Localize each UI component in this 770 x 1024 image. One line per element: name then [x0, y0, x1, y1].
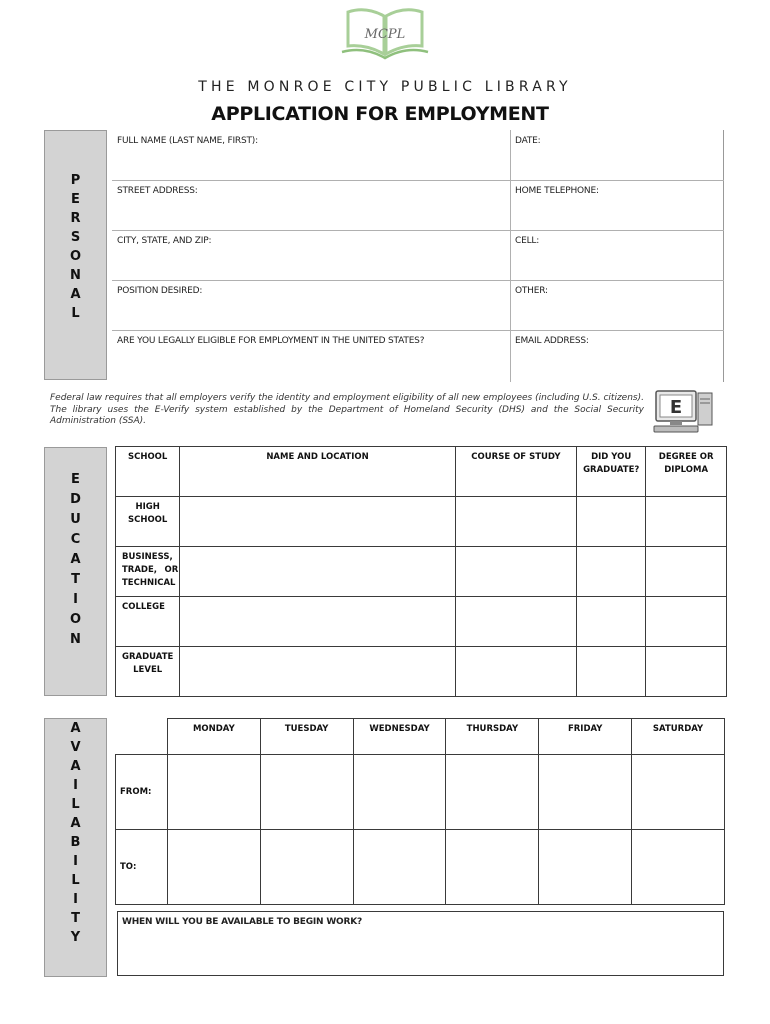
availability-letter: A [70, 759, 81, 774]
personal-info-table [112, 130, 724, 382]
from-thursday-cell[interactable] [446, 755, 539, 830]
education-letter: N [70, 632, 81, 647]
day-friday: FRIDAY [539, 719, 632, 755]
to-thursday-cell[interactable] [446, 830, 539, 905]
education-letter: C [70, 532, 81, 547]
education-section-label [44, 447, 107, 696]
graduate-cell[interactable] [577, 597, 646, 647]
education-table [115, 446, 727, 697]
to-friday-cell[interactable] [539, 830, 632, 905]
availability-letter: I [73, 854, 78, 869]
everify-computer-icon [652, 389, 716, 435]
eligibility-field[interactable]: ARE YOU LEGALLY ELIGIBLE FOR EMPLOYMENT IN THE UNITED STATES? [117, 336, 425, 346]
row-business-trade: BUSINESS, TRADE, OR TECHNICAL [116, 547, 180, 597]
table-row [116, 547, 727, 597]
home-telephone-field[interactable]: HOME TELEPHONE: [515, 186, 599, 196]
logo-text: MCPL [364, 27, 406, 42]
personal-row [112, 180, 724, 230]
personal-letter: S [70, 230, 81, 245]
availability-letter: L [71, 797, 80, 812]
table-row [116, 647, 727, 697]
availability-section-label [44, 718, 107, 977]
personal-letter: N [70, 268, 81, 283]
availability-letter: I [73, 892, 78, 907]
row-from: FROM: [116, 755, 168, 830]
personal-row [112, 130, 724, 180]
education-letter: E [71, 472, 80, 487]
day-thursday: THURSDAY [446, 719, 539, 755]
course-cell[interactable] [455, 547, 576, 597]
education-letter: I [73, 592, 78, 607]
graduate-cell[interactable] [577, 547, 646, 597]
full-name-field[interactable]: FULL NAME (LAST NAME, FIRST): [117, 136, 258, 146]
form-title: APPLICATION FOR EMPLOYMENT [211, 103, 549, 125]
date-field[interactable]: DATE: [515, 136, 541, 146]
day-monday: MONDAY [167, 719, 260, 755]
library-logo-icon [340, 2, 430, 62]
cell-field[interactable]: CELL: [515, 236, 540, 246]
position-desired-field[interactable]: POSITION DESIRED: [117, 286, 203, 296]
to-monday-cell[interactable] [167, 830, 260, 905]
street-address-field[interactable]: STREET ADDRESS: [117, 186, 198, 196]
personal-letter: R [70, 211, 81, 226]
header-school: SCHOOL [116, 447, 180, 497]
from-saturday-cell[interactable] [632, 755, 725, 830]
graduate-cell[interactable] [577, 497, 646, 547]
education-letter: A [70, 552, 81, 567]
row-graduate-level: GRADUATE LEVEL [116, 647, 180, 697]
personal-letter: E [71, 192, 80, 207]
header-course-of-study: COURSE OF STUDY [455, 447, 576, 497]
availability-header-row [116, 719, 725, 755]
day-tuesday: TUESDAY [260, 719, 353, 755]
from-monday-cell[interactable] [167, 755, 260, 830]
start-date-field[interactable] [117, 911, 724, 976]
personal-row [112, 280, 724, 330]
personal-row [112, 230, 724, 280]
availability-letter: L [71, 873, 80, 888]
education-header-row [116, 447, 727, 497]
availability-letter: V [70, 740, 81, 755]
row-to: TO: [116, 830, 168, 905]
corner-cell [116, 719, 168, 755]
education-letter: U [70, 512, 81, 527]
personal-row [112, 330, 724, 382]
name-location-cell[interactable] [180, 597, 455, 647]
table-row [116, 755, 725, 830]
from-wednesday-cell[interactable] [353, 755, 446, 830]
everify-notice: Federal law requires that all employers verify the identity and employment eligibility of all new employees (including U.S. citizens). The library uses the E-Verify system established by the Department of Homeland Security (DHS) and the Social Security Administration (SSA). [50, 393, 644, 427]
availability-letter: I [73, 778, 78, 793]
email-address-field[interactable]: EMAIL ADDRESS: [515, 336, 589, 346]
table-row [116, 497, 727, 547]
personal-section-label [44, 130, 107, 380]
availability-letter: A [70, 816, 81, 831]
to-wednesday-cell[interactable] [353, 830, 446, 905]
availability-letter: A [70, 721, 81, 736]
name-location-cell[interactable] [180, 647, 455, 697]
from-tuesday-cell[interactable] [260, 755, 353, 830]
education-letter: D [70, 492, 81, 507]
name-location-cell[interactable] [180, 497, 455, 547]
availability-letter: Y [70, 930, 81, 945]
row-college: COLLEGE [116, 597, 180, 647]
education-letter: O [69, 612, 82, 627]
everify-letter: E [669, 397, 683, 418]
availability-letter: B [70, 835, 81, 850]
degree-cell[interactable] [646, 647, 727, 697]
day-wednesday: WEDNESDAY [353, 719, 446, 755]
course-cell[interactable] [455, 497, 576, 547]
header-name-location: NAME AND LOCATION [180, 447, 455, 497]
personal-letter: L [71, 306, 80, 321]
table-row [116, 830, 725, 905]
personal-letter: A [70, 287, 81, 302]
graduate-cell[interactable] [577, 647, 646, 697]
start-date-label: WHEN WILL YOU BE AVAILABLE TO BEGIN WORK? [122, 917, 363, 927]
course-cell[interactable] [455, 597, 576, 647]
city-state-zip-field[interactable]: CITY, STATE, AND ZIP: [117, 236, 212, 246]
day-saturday: SATURDAY [632, 719, 725, 755]
course-cell[interactable] [455, 647, 576, 697]
row-high-school: HIGH SCHOOL [116, 497, 180, 547]
to-saturday-cell[interactable] [632, 830, 725, 905]
degree-cell[interactable] [646, 497, 727, 547]
availability-letter: T [71, 911, 80, 926]
to-tuesday-cell[interactable] [260, 830, 353, 905]
name-location-cell[interactable] [180, 547, 455, 597]
personal-letter: P [70, 173, 81, 188]
other-phone-field[interactable]: OTHER: [515, 286, 548, 296]
personal-letter: O [69, 249, 82, 264]
education-letter: T [71, 572, 80, 587]
header-degree-diploma: DEGREE OR DIPLOMA [646, 447, 727, 497]
degree-cell[interactable] [646, 547, 727, 597]
header-did-you-graduate: DID YOU GRADUATE? [577, 447, 646, 497]
degree-cell[interactable] [646, 597, 727, 647]
from-friday-cell[interactable] [539, 755, 632, 830]
availability-table [115, 718, 725, 905]
table-row [116, 597, 727, 647]
library-name: THE MONROE CITY PUBLIC LIBRARY [198, 79, 572, 95]
